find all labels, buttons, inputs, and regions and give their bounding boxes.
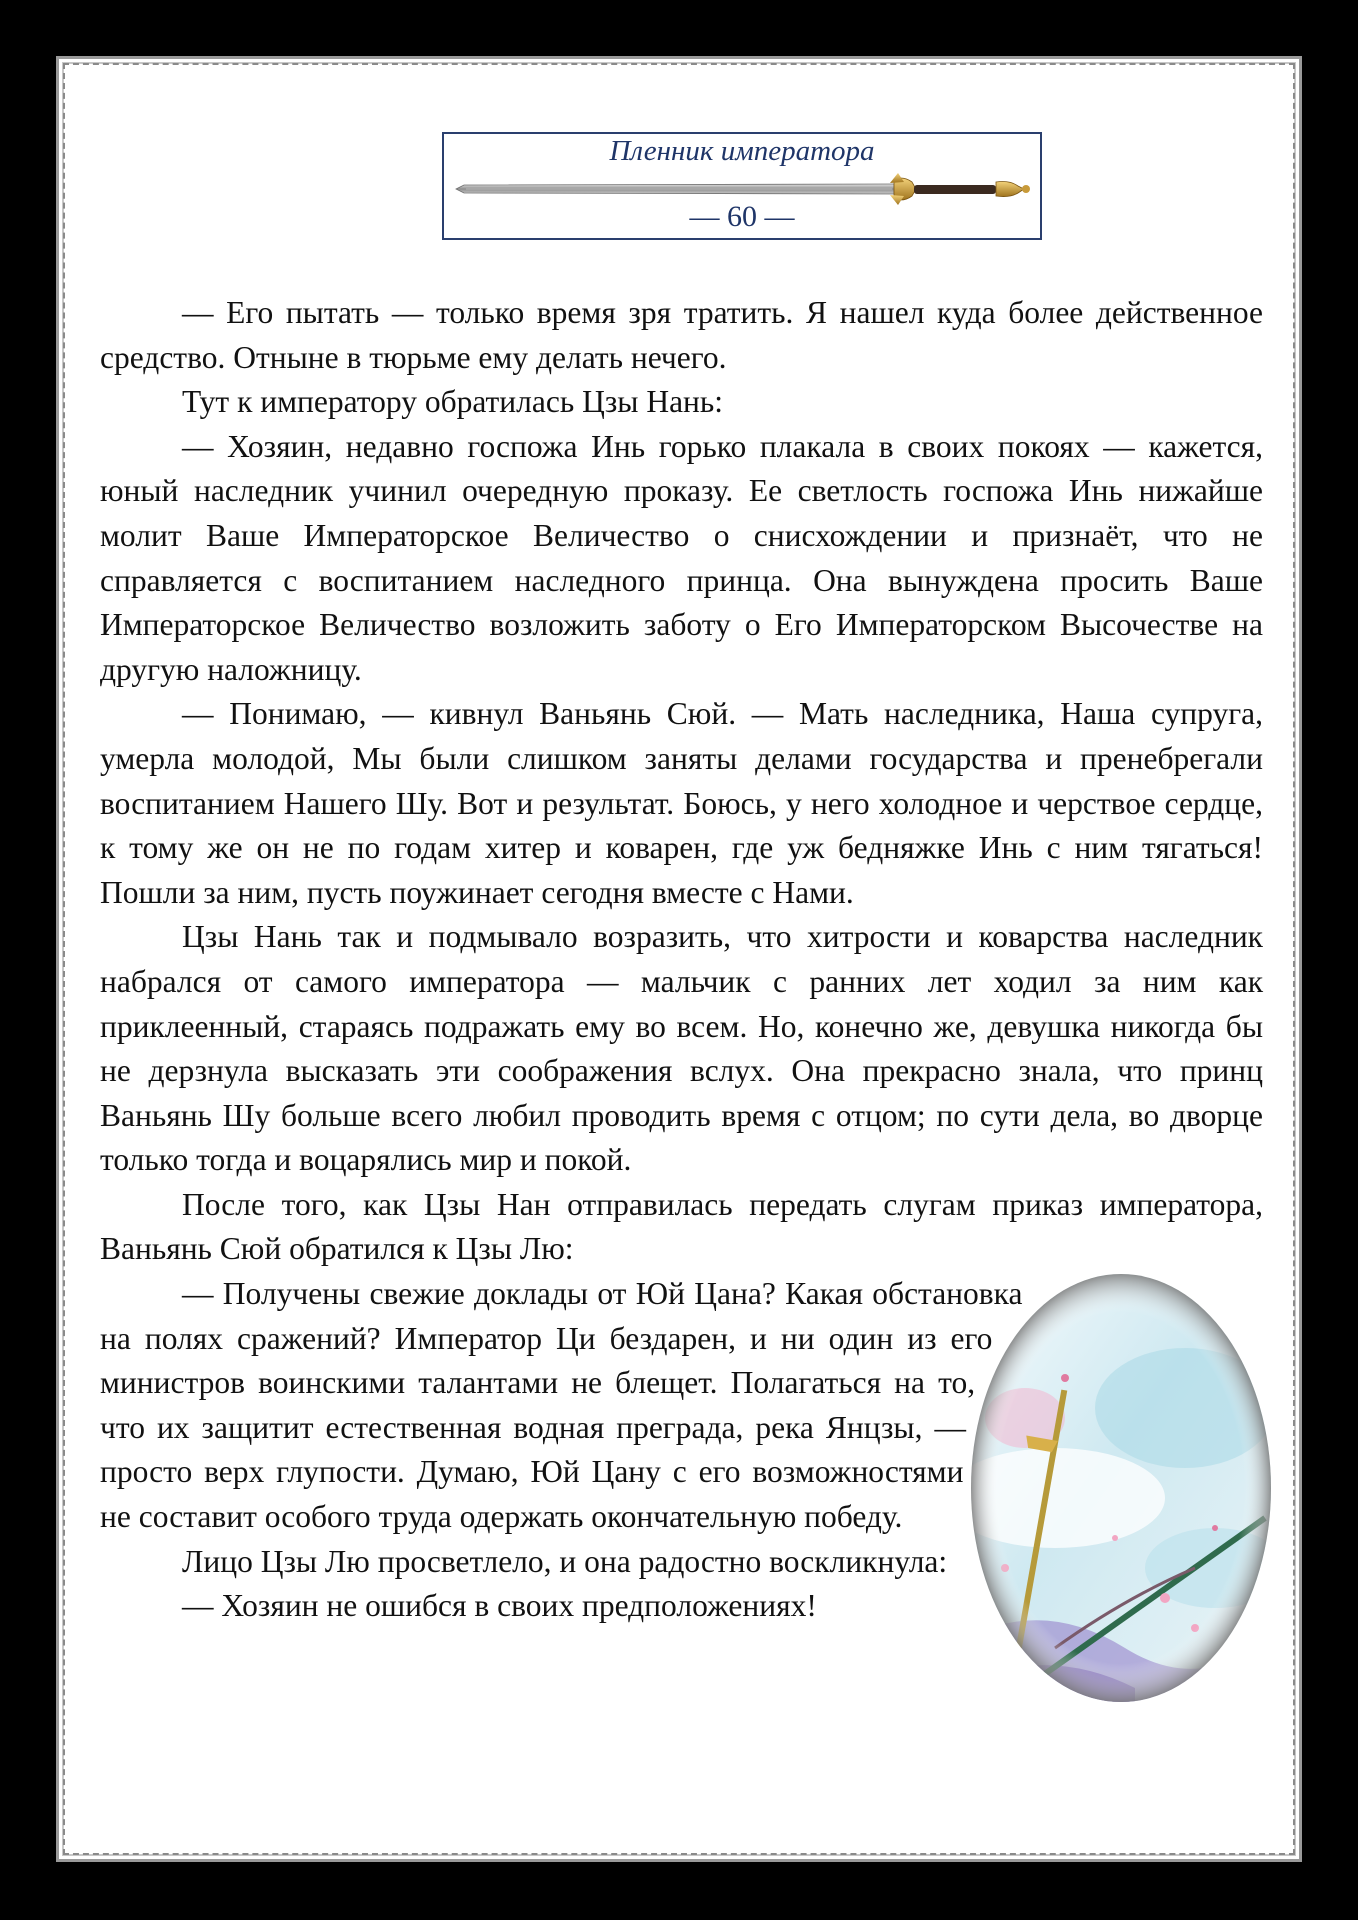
paragraph: — Хозяин не ошибся в своих предположениях! [182,1588,817,1624]
paragraph: — Хозяин, недавно госпожа Инь горько плакала в своих покоях — кажется, юный наследник учинил очередную проказу. Ее светлость госпожа Инь нижайше молит Ваше Императорское Величество о снисхождении и признаёт, что не справляется с воспитанием наследного принца. Она вынуждена просить Ваше Императорское Величество возложить заботу о Его Императорском Высочестве на другую наложницу. [100,428,1263,687]
paragraph: — Его пытать — только время зря тратить. Я нашел куда более действенное средство. Отныне в тюрьме ему делать нечего. [100,295,1263,375]
paragraph: После того, как Цзы Нан отправилась передать слугам приказ императора, Ваньянь Сюй обратился к Цзы Лю: [100,1186,1263,1267]
paragraph: — Понимаю, — кивнул Ваньянь Сюй. — Мать наследника, Наша супруга, умерла молодой, Мы были слишком заняты делами государства и пренебрегали воспитанием Нашего Шу. Вот и результат. Боюсь, у него холодное и черствое сердце, к тому же он не по годам хитер и коварен, где уж бедняжке Инь с ним тягаться! Пошли за ним, пусть поужинает сегодня вместе с Нами. [100,696,1263,910]
body-text [100,291,1263,1708]
paragraph: Цзы Нань так и подмывало возразить, что хитрости и коварства наследник набрался от самого императора — мальчик с ранних лет ходил за ним как приклеенный, стараясь подражать ему во всем. Но, конечно же, девушка никогда бы не дерзнула высказать эти соображения вслух. Она прекрасно знала, что принц Ваньянь Шу больше всего любил проводить время с отцом; по сути дела, во дворце только тогда и воцарялись мир и покой. [100,919,1263,1178]
sword-blossom-oval-illustration [965,1268,1277,1708]
page-header [442,132,1042,240]
book-title: Пленник императора [609,135,875,167]
paragraph: — Получены свежие доклады от Юй Цана? Какая обстановка на полях сражений? Император Ци бездарен, и ни один из его министров воинскими талантами не блещет. Полагаться на то, что их защитит естественная водная преграда, река Янцзы, — просто верх глупости. Думаю, Юй Цану с его возможностями не составит особого труда одержать окончательную победу. [100,1276,1023,1535]
book-page [56,56,1302,1862]
page-number: — 60 — [689,200,795,233]
paragraph: Тут к императору обратилась Цзы Нань: [182,384,724,420]
paragraph: Лицо Цзы Лю просветлело, и она радостно воскликнула: [182,1543,948,1579]
